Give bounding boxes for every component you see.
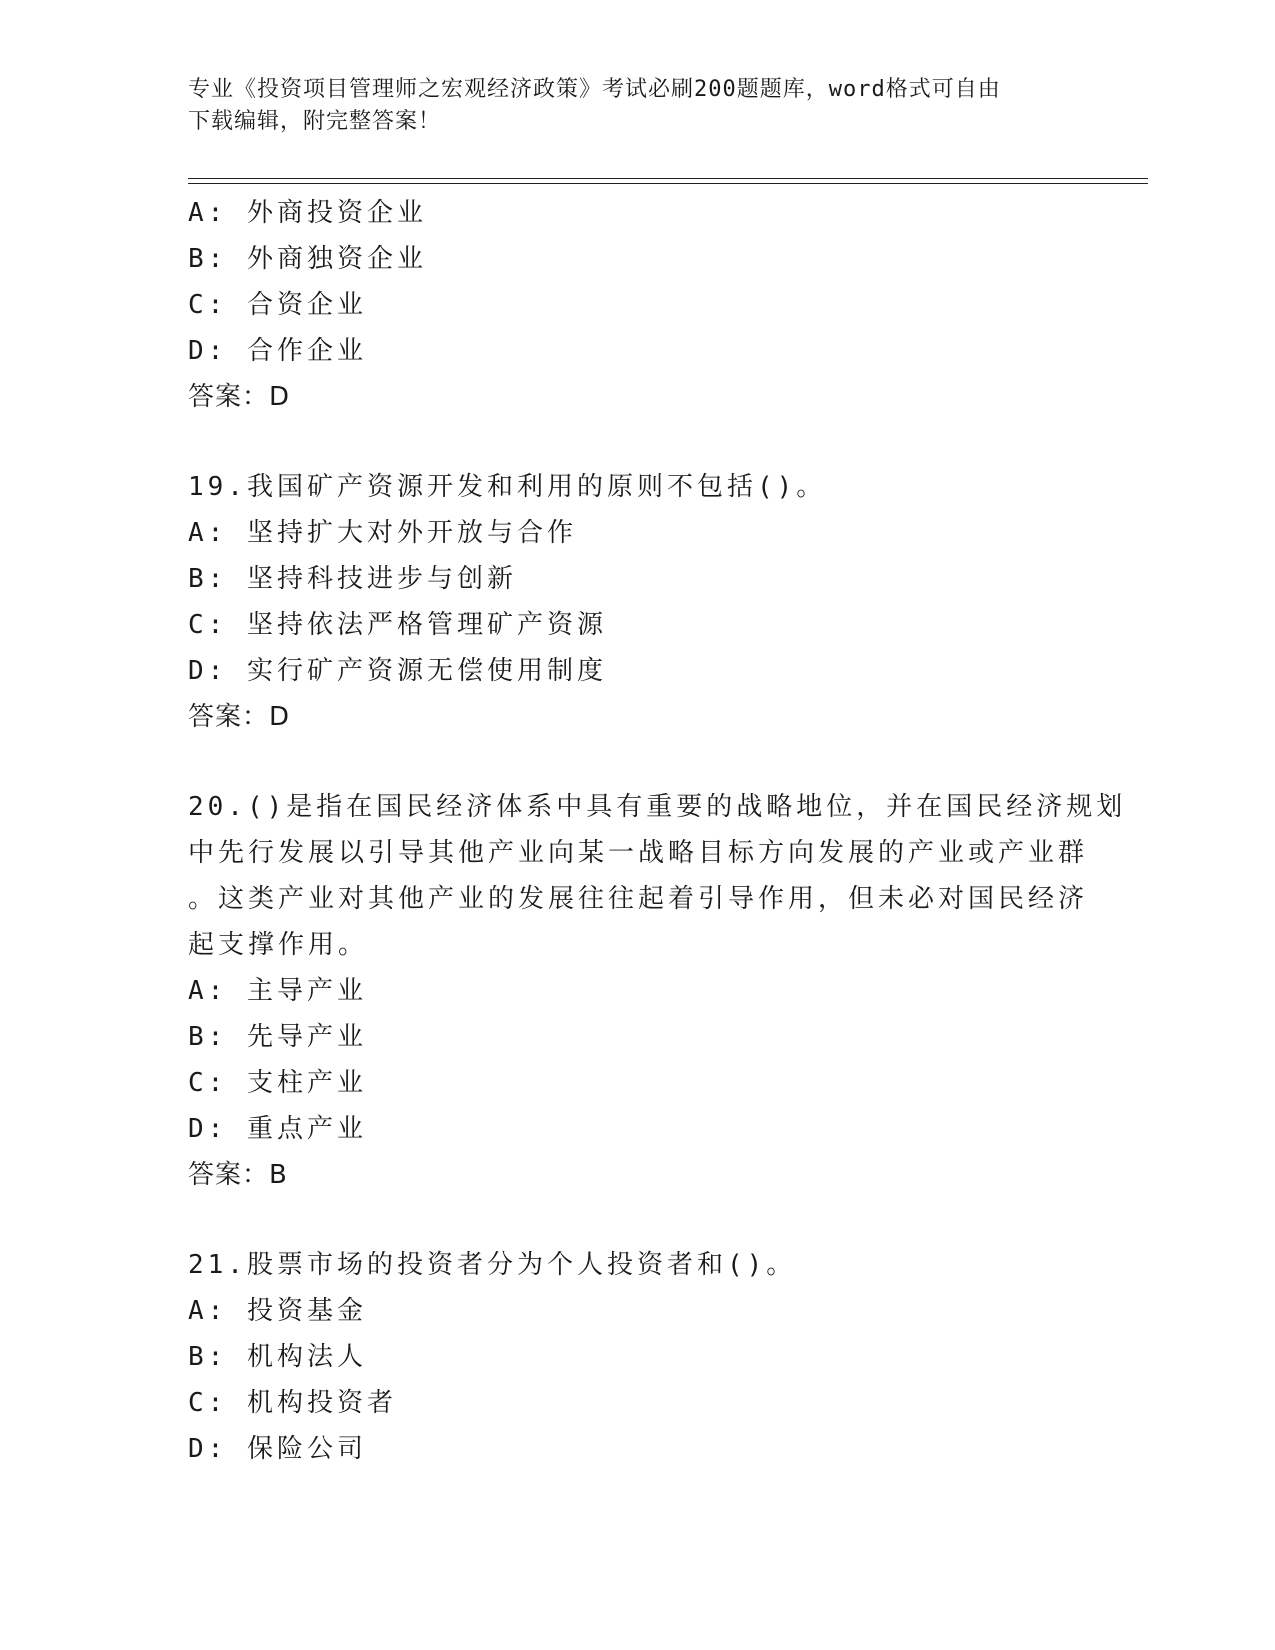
question-stem: 19.我国矿产资源开发和利用的原则不包括()。 [188,472,827,502]
option-d: D: 重点产业 [188,1114,367,1144]
option-a: A: 主导产业 [188,976,367,1006]
option-a: A: 外商投资企业 [188,198,427,228]
question-21 [188,1242,1088,1472]
answer: 答案：D [188,702,291,732]
option-c: C: 合资企业 [188,290,367,320]
header-line-2: 下载编辑，附完整答案！ [188,109,442,134]
header-divider-bottom [188,183,1148,184]
question-stem-line-2: 中先行发展以引导其他产业向某一战略目标方向发展的产业或产业群 [188,838,1089,868]
option-d: D: 保险公司 [188,1434,367,1464]
question-list [188,190,1127,1472]
question-stem: 21.股票市场的投资者分为个人投资者和()。 [188,1250,797,1280]
document-header [188,74,1068,138]
option-a: A: 坚持扩大对外开放与合作 [188,518,577,548]
question-stem-line-1: 20.()是指在国民经济体系中具有重要的战略地位，并在国民经济规划 [188,792,1127,822]
option-c: C: 机构投资者 [188,1388,397,1418]
option-d: D: 合作企业 [188,336,367,366]
question-20 [188,784,1127,1198]
option-c: C: 坚持依法严格管理矿产资源 [188,610,607,640]
option-b: B: 先导产业 [188,1022,367,1052]
question-19 [188,464,1088,740]
header-divider-top [188,178,1148,179]
answer: 答案：B [188,1160,288,1190]
option-d: D: 实行矿产资源无偿使用制度 [188,656,607,686]
question-stem-line-4: 起支撑作用。 [188,930,369,960]
option-c: C: 支柱产业 [188,1068,367,1098]
option-a: A: 投资基金 [188,1296,367,1326]
option-b: B: 外商独资企业 [188,244,427,274]
header-line-1: 专业《投资项目管理师之宏观经济政策》考试必刷200题题库，word格式可自由 [188,77,1001,102]
question-18-tail [188,190,1088,420]
option-b: B: 坚持科技进步与创新 [188,564,517,594]
answer: 答案：D [188,382,291,412]
question-stem-line-3: 。这类产业对其他产业的发展往往起着引导作用，但未必对国民经济 [188,884,1089,914]
option-b: B: 机构法人 [188,1342,367,1372]
